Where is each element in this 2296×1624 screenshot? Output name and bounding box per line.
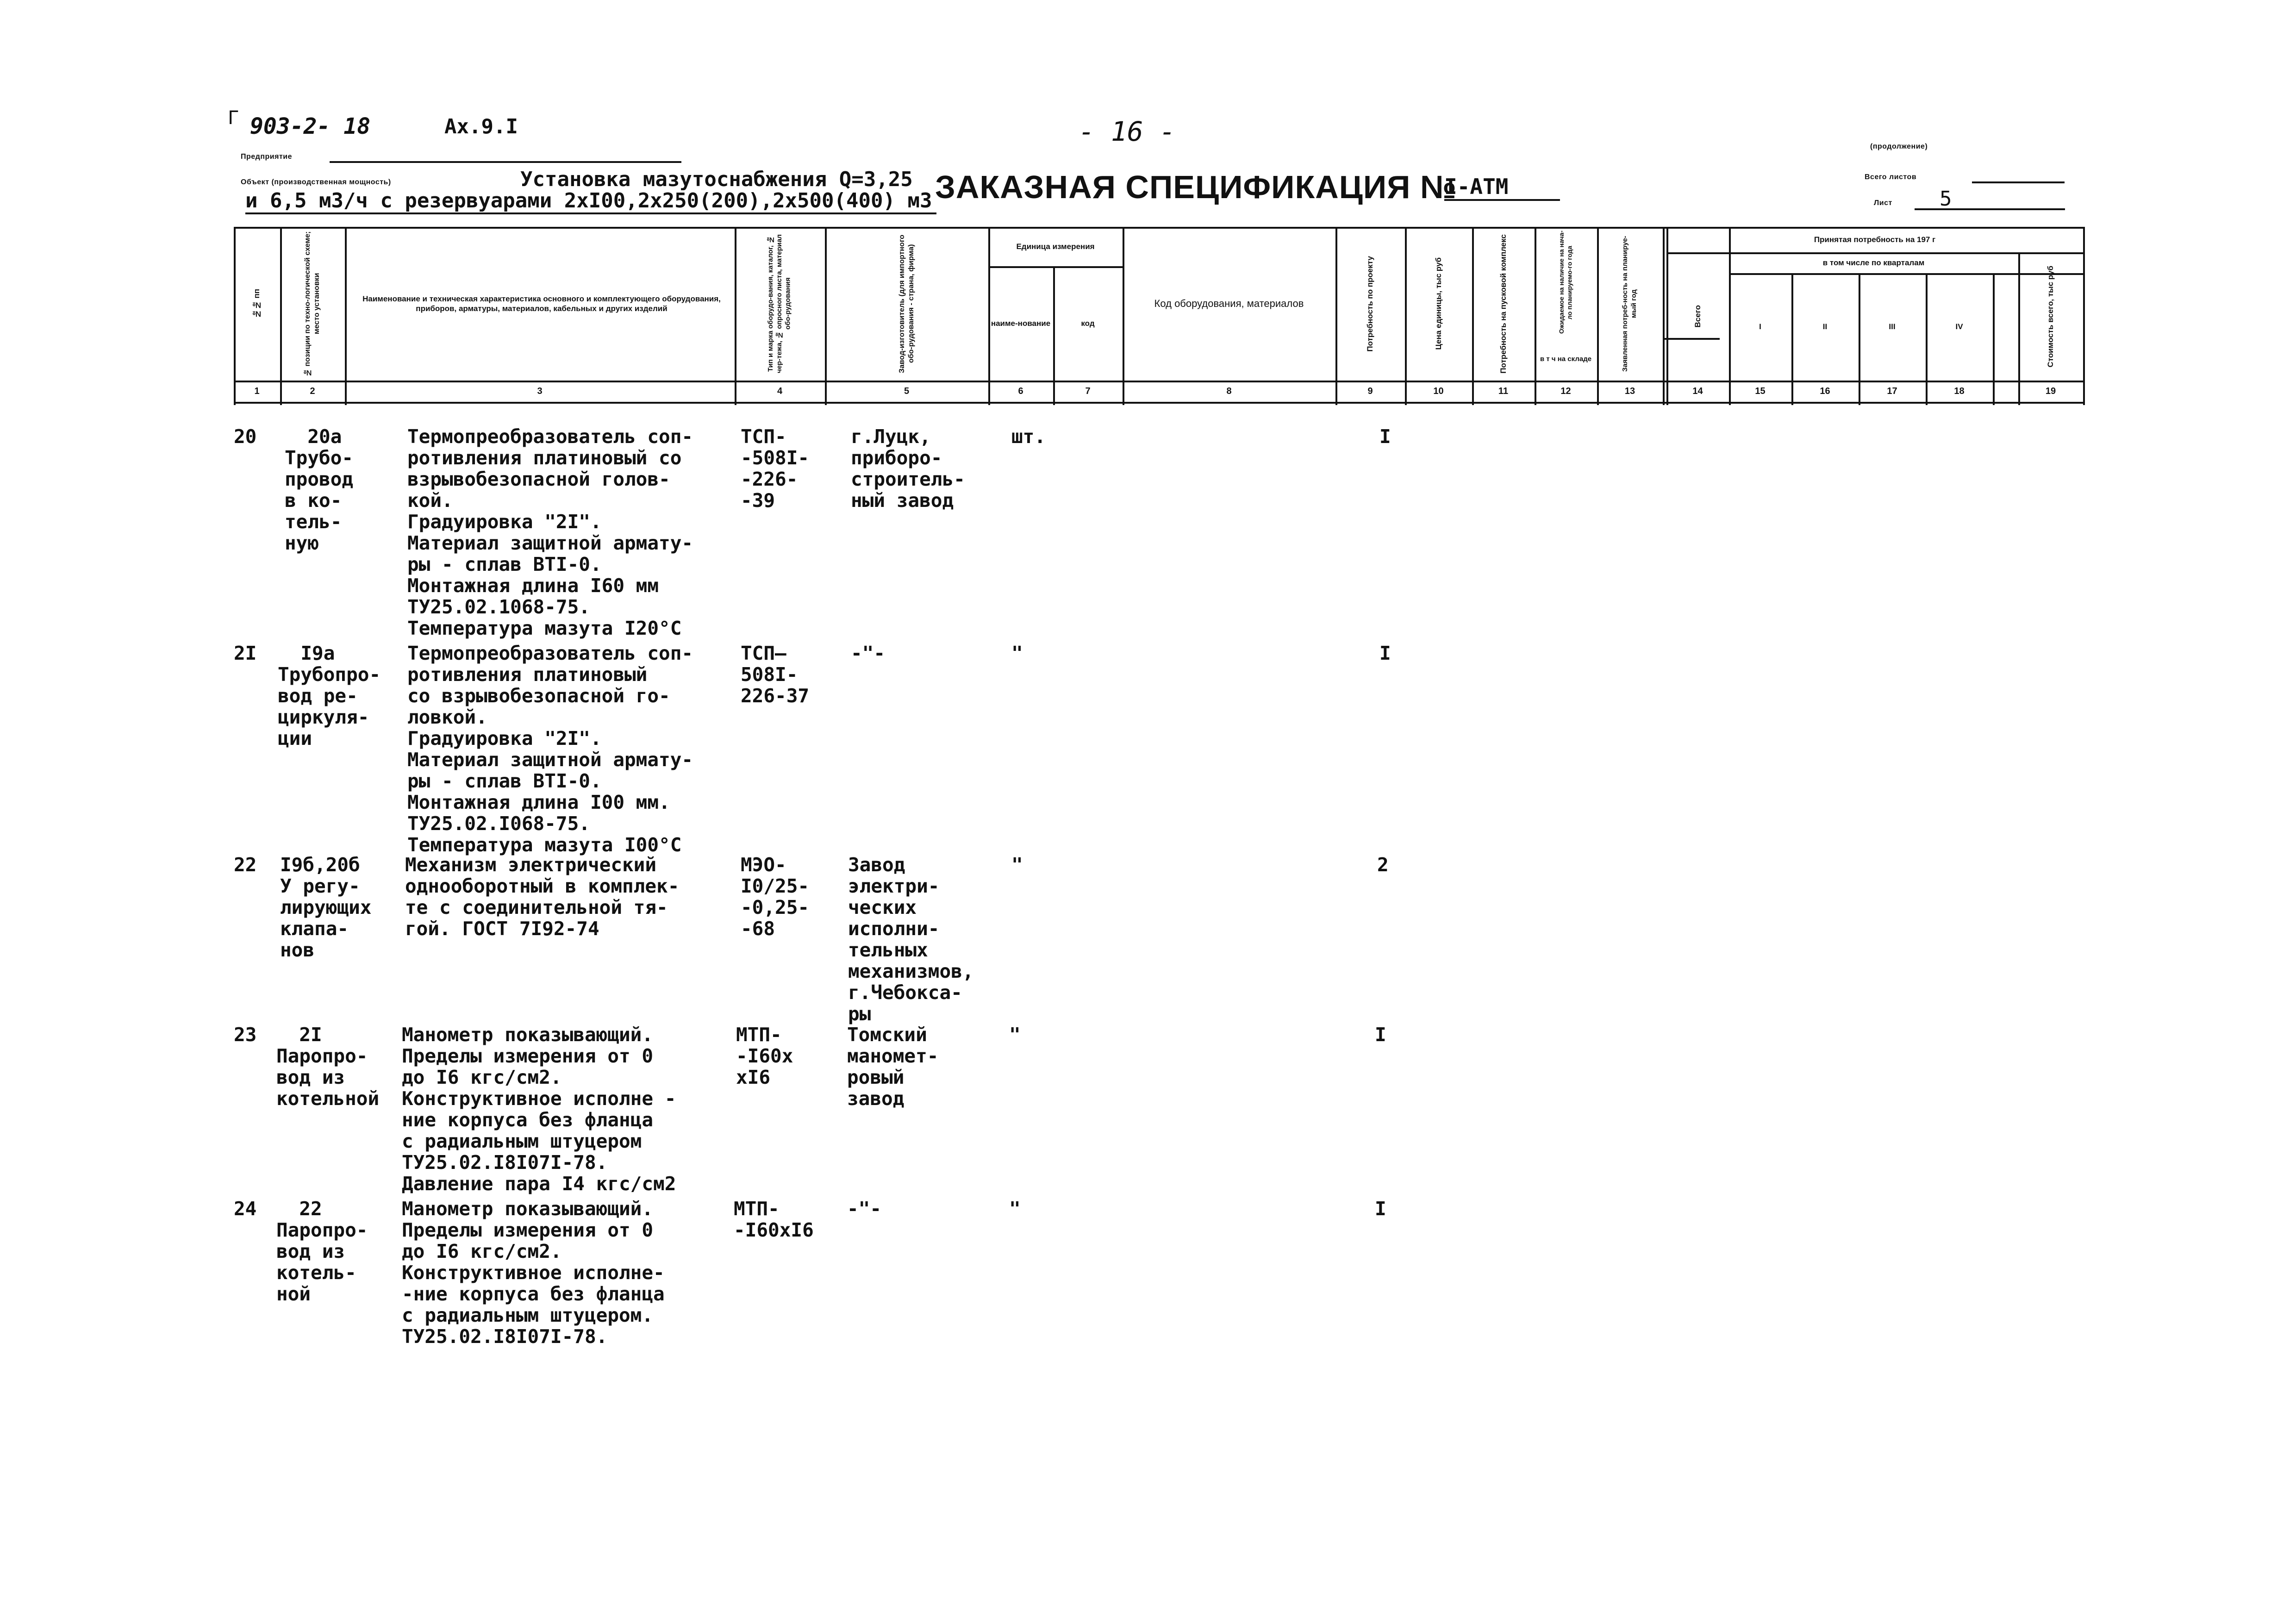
row-position: 2I Паропро- вод из котельной: [276, 1024, 380, 1110]
row-manufacturer: Завод электри- ческих исполни- тельных механизмов, г.Чебокса- ры: [848, 854, 974, 1025]
object-label: Объект (производственная мощность): [241, 178, 391, 186]
row-unit: шт.: [1011, 425, 1046, 448]
col13-header: Заявленная потреб-ность на планируе-мый год: [1621, 236, 1638, 372]
col18-header: IV: [1955, 322, 1963, 331]
row-unit: ": [1009, 1024, 1021, 1046]
col10-header: Цена единицы, тыс руб: [1434, 257, 1443, 350]
object-value-line1: Установка мазутоснабжения Q=3,25: [520, 168, 913, 191]
continuation-label: (продолжение): [1870, 143, 1928, 150]
col-number: 11: [1498, 386, 1509, 396]
enterprise-underline: [330, 161, 681, 163]
row-name: Термопреобразователь соп- ротивления платиновый со взрывобезопасной голов- кой. Градуировка "2I". Материал защитной армату- ры - сплав ВТI-0. Монтажная длина I60 мм ТУ25.02.1068-75. Температура мазута I20°С: [407, 425, 693, 639]
col-number: 3: [537, 386, 543, 396]
col-number: 13: [1624, 386, 1635, 396]
unit-group-header: Единица измерения: [1016, 242, 1095, 251]
total-sheets-label: Всего листов: [1865, 173, 1917, 181]
col16-header: II: [1822, 322, 1828, 331]
col-number: 7: [1085, 386, 1091, 396]
sheet-label: Лист: [1874, 199, 1892, 207]
row-type: МТП- -I60хI6: [734, 1198, 814, 1241]
col-number: 14: [1692, 386, 1703, 396]
accepted-group-header: Принятая потребность на 197 г: [1814, 235, 1936, 244]
row-manufacturer: г.Луцк, приборо- строитель- ный завод: [851, 425, 965, 512]
col8-header: Код оборудования, материалов: [1154, 298, 1304, 310]
doc-code: 903-2- 18: [250, 113, 371, 139]
page-marker: - 16 -: [1079, 116, 1176, 147]
row-position: I9б,20б У регу- лирующих клапа- нов: [280, 854, 372, 961]
col-number: 15: [1755, 386, 1766, 396]
row-manufacturer: -"-: [847, 1198, 882, 1220]
row-name: Манометр показывающий. Пределы измерения от 0 до I6 кгс/см2. Конструктивное исполне- -ние корпуса без фланца с радиальным штуцером. ТУ25.02.I8I07I-78.: [402, 1198, 665, 1348]
col15-header: I: [1759, 322, 1761, 331]
total-sheets-underline: [1972, 181, 2065, 183]
row-name: Механизм электрический однооборотный в комплек- те с соединительной тя- гой. ГОСТ 7I92-74: [405, 854, 680, 940]
col-number: 8: [1226, 386, 1232, 396]
col-number: 16: [1820, 386, 1830, 396]
col12-top-header: Ожидаемое на наличие на нача-ло планируемо-го года: [1558, 231, 1573, 334]
row-type: МЭО- I0/25- -0,25- -68: [741, 854, 810, 940]
row-number: 20: [234, 425, 257, 448]
row-quantity: I: [1375, 1024, 1386, 1046]
quarters-group-header: в том числе по кварталам: [1822, 258, 1925, 267]
spec-table-header: [234, 227, 2083, 405]
sheet-value: 5: [1940, 187, 1952, 211]
row-unit: ": [1009, 1198, 1021, 1220]
row-position: 22 Паропро- вод из котель- ной: [276, 1198, 368, 1305]
col-number: 19: [2045, 386, 2056, 396]
col-number: 2: [310, 386, 315, 396]
sheet-underline: [1915, 208, 2065, 210]
col5-header: Завод-изготовитель (для импортного обо-рудования - страна, фирма): [898, 234, 915, 373]
col7-header: код: [1081, 319, 1095, 328]
col1-header: №№ пп: [252, 289, 262, 319]
row-number: 23: [234, 1024, 257, 1046]
col9-header: Потребность по проекту: [1366, 256, 1375, 352]
row-manufacturer: Томский маномет- ровый завод: [847, 1024, 939, 1110]
row-unit: ": [1011, 642, 1023, 664]
row-number: 24: [234, 1198, 257, 1220]
object-value-line2: и 6,5 м3/ч с резервуарами 2хI00,2х250(200),2х500(400) м3: [245, 189, 936, 214]
row-number: 22: [234, 854, 257, 876]
col-number: 9: [1367, 386, 1373, 396]
spec-number: I-АТМ: [1444, 174, 1560, 201]
spec-title: ЗАКАЗНАЯ СПЕЦИФИКАЦИЯ №: [935, 169, 1457, 205]
row-type: МТП- -I60х хI6: [736, 1024, 793, 1088]
row-position: 20а Трубо- провод в ко- тель- ную: [285, 425, 354, 554]
col2-header: № позиции по техно-логической схеме; место установки: [304, 231, 321, 376]
row-quantity: I: [1379, 425, 1391, 448]
corner-mark: Г: [228, 107, 239, 129]
col-number: 12: [1560, 386, 1571, 396]
col-number: 4: [777, 386, 783, 396]
col3-header: Наименование и техническая характеристика основного и комплектующего оборудования, приборов, арматуры, материалов, кабельных и других изделий: [362, 294, 721, 313]
row-quantity: 2: [1377, 854, 1389, 876]
col11-header: Потребность на пусковой комплекс: [1498, 234, 1508, 374]
row-manufacturer: -"-: [851, 642, 886, 664]
col19-header: Стоимость всего, тыс руб: [2046, 265, 2055, 368]
row-unit: ": [1011, 854, 1023, 876]
row-type: ТСП— 508I- 226-37: [741, 642, 810, 707]
col-number: 5: [904, 386, 910, 396]
col-number: 10: [1433, 386, 1444, 396]
col-number: 18: [1954, 386, 1965, 396]
row-name: Манометр показывающий. Пределы измерения от 0 до I6 кгс/см2. Конструктивное исполне - ние корпуса без фланца с радиальным штуцером ТУ25.02.I8I07I-78. Давление пара I4 кгс/см2: [402, 1024, 676, 1195]
col-number: 1: [254, 386, 260, 396]
row-number: 2I: [234, 642, 257, 664]
row-quantity: I: [1379, 642, 1391, 664]
row-type: ТСП- -508I- -226- -39: [741, 425, 810, 512]
enterprise-label: Предприятие: [241, 153, 293, 161]
col12-bottom-header: в т ч на складе: [1540, 355, 1592, 363]
col6-header: наиме-нование: [991, 319, 1051, 328]
row-position: I9а Трубопро- вод ре- циркуля- ции: [278, 642, 381, 750]
col14-header: Всего: [1693, 305, 1702, 328]
col-number: 17: [1887, 386, 1897, 396]
col17-header: III: [1889, 322, 1896, 331]
row-name: Термопреобразователь соп- ротивления платиновый со взрывобезопасной го- ловкой. Градуировка "2I". Материал защитной армату- ры - сплав ВТI-0. Монтажная длина I00 мм. ТУ25.02.I068-75. Температура мазута I00°С: [407, 642, 693, 856]
album-code: Ах.9.I: [444, 115, 518, 138]
col4-header: Тип и марка оборудо-вания, каталог, № чер-тежа, № опросного листа, материал обо-рудования: [767, 234, 792, 373]
row-quantity: I: [1375, 1198, 1386, 1220]
col-number: 6: [1018, 386, 1023, 396]
